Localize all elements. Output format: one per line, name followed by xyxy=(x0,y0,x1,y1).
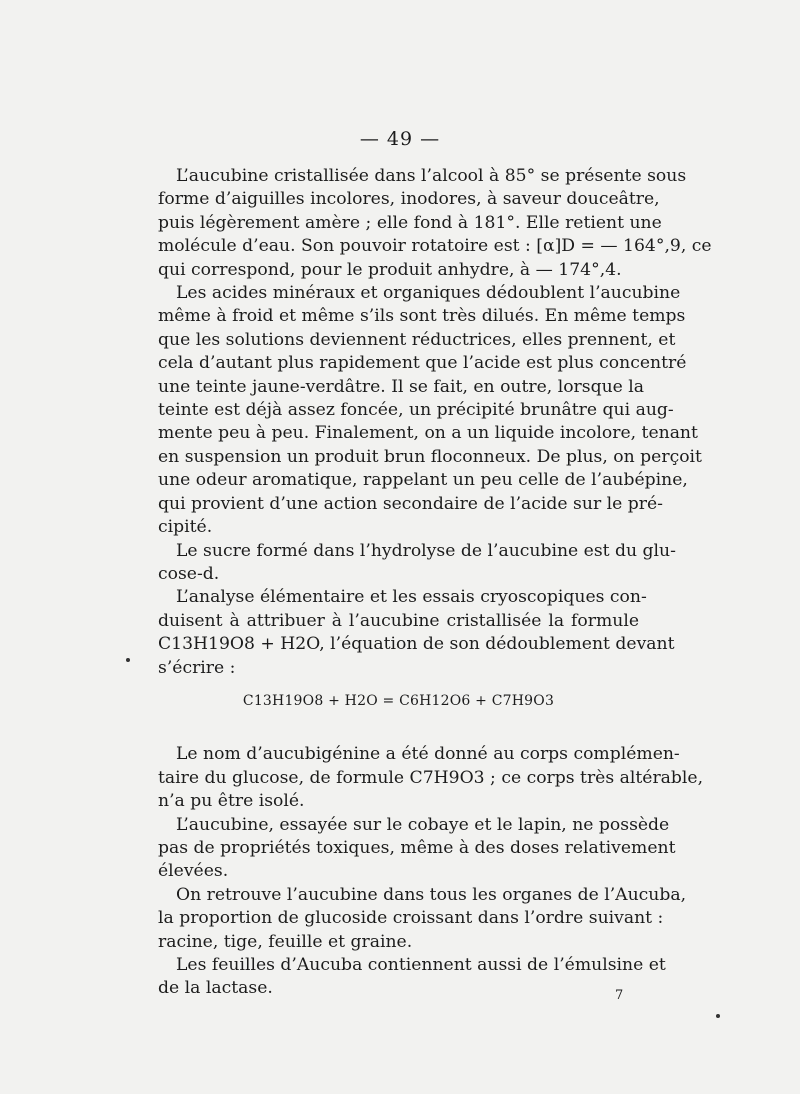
text-line: taire du glucose, de formule C7H9O3 ; ce corps très altérable, xyxy=(158,767,704,788)
text-line: mente peu à peu. Finalement, on a un liquide incolore, tenant xyxy=(158,423,698,444)
text-line: molécule d’eau. Son pouvoir rotatoire est : [α]D = — 164°,9, ce xyxy=(158,236,712,257)
speck xyxy=(716,1014,720,1018)
text-line: cipité. xyxy=(158,517,213,538)
text-line: de la lactase. xyxy=(158,978,273,999)
text-line: que les solutions deviennent réductrices, elles prennent, et xyxy=(158,329,676,350)
text-line: cela d’autant plus rapidement que l’acide est plus concentré xyxy=(158,353,687,374)
text-line: n’a pu être isolé. xyxy=(158,791,305,812)
text-line: qui correspond, pour le produit anhydre, à — 174°,4. xyxy=(158,259,622,280)
paragraph-acid-hydrolysis xyxy=(158,282,702,539)
text-line: racine, tige, feuille et graine. xyxy=(158,931,413,952)
text-line: C13H19O8 + H2O, l’équation de son dédoublement devant xyxy=(158,634,675,655)
text-line: Le nom d’aucubigénine a été donné au corps complémen- xyxy=(176,744,680,765)
page-number: — 49 — xyxy=(359,128,441,150)
text-line: Les acides minéraux et organiques dédoublent l’aucubine xyxy=(176,283,681,304)
paragraph-organs xyxy=(158,884,687,954)
text-line: une odeur aromatique, rappelant un peu celle de l’aubépine, xyxy=(158,470,688,491)
text-line: cose-d. xyxy=(158,563,220,584)
text-line: Le sucre formé dans l’hydrolyse de l’aucubine est du glu- xyxy=(176,540,676,561)
text-line: en suspension un produit brun floconneux. De plus, on perçoit xyxy=(158,446,702,467)
paragraph-leaves xyxy=(158,954,666,1001)
text-line: forme d’aiguilles incolores, inodores, à saveur douceâtre, xyxy=(158,189,660,210)
text-line: pas de propriétés toxiques, même à des doses relativement xyxy=(158,837,676,858)
text-line: L’aucubine cristallisée dans l’alcool à 85° se présente sous xyxy=(176,166,687,186)
signature-mark: 7 xyxy=(615,988,624,1003)
text-line: élevées. xyxy=(158,861,229,882)
text-line: On retrouve l’aucubine dans tous les organes de l’Aucuba, xyxy=(176,884,687,905)
text-line: teinte est déjà assez foncée, un précipité brunâtre qui aug- xyxy=(158,400,674,421)
text-line: même à froid et même s’ils sont très dilués. En même temps xyxy=(158,306,686,327)
text-line: Les feuilles d’Aucuba contiennent aussi de l’émulsine et xyxy=(176,955,666,975)
text-line: puis légèrement amère ; elle fond à 181°. Elle retient une xyxy=(158,212,662,233)
text-line: qui provient d’une action secondaire de l’acide sur le pré- xyxy=(158,493,663,514)
paragraph-sugar xyxy=(158,540,676,587)
text-line: L’analyse élémentaire et les essais cryoscopiques con- xyxy=(176,587,647,608)
paragraph-aucubigenine xyxy=(158,743,704,813)
chemical-equation: C13H19O8 + H2O = C6H12O6 + C7H9O3 xyxy=(242,692,555,709)
paragraph-aucubine-properties xyxy=(158,165,712,282)
speck xyxy=(126,658,130,662)
text-line: une teinte jaune-verdâtre. Il se fait, en outre, lorsque la xyxy=(158,376,645,397)
text-line: L’aucubine, essayée sur le cobaye et le lapin, ne possède xyxy=(176,814,670,835)
paragraph-elemental-analysis xyxy=(158,586,675,680)
text-line: duisent à attribuer à l’aucubine cristallisée la formule xyxy=(158,610,639,631)
text-line: la proportion de glucoside croissant dans l’ordre suivant : xyxy=(158,908,664,929)
paragraph-toxicity xyxy=(158,814,676,884)
body-text xyxy=(158,165,712,1001)
text-line: s’écrire : xyxy=(158,657,236,678)
